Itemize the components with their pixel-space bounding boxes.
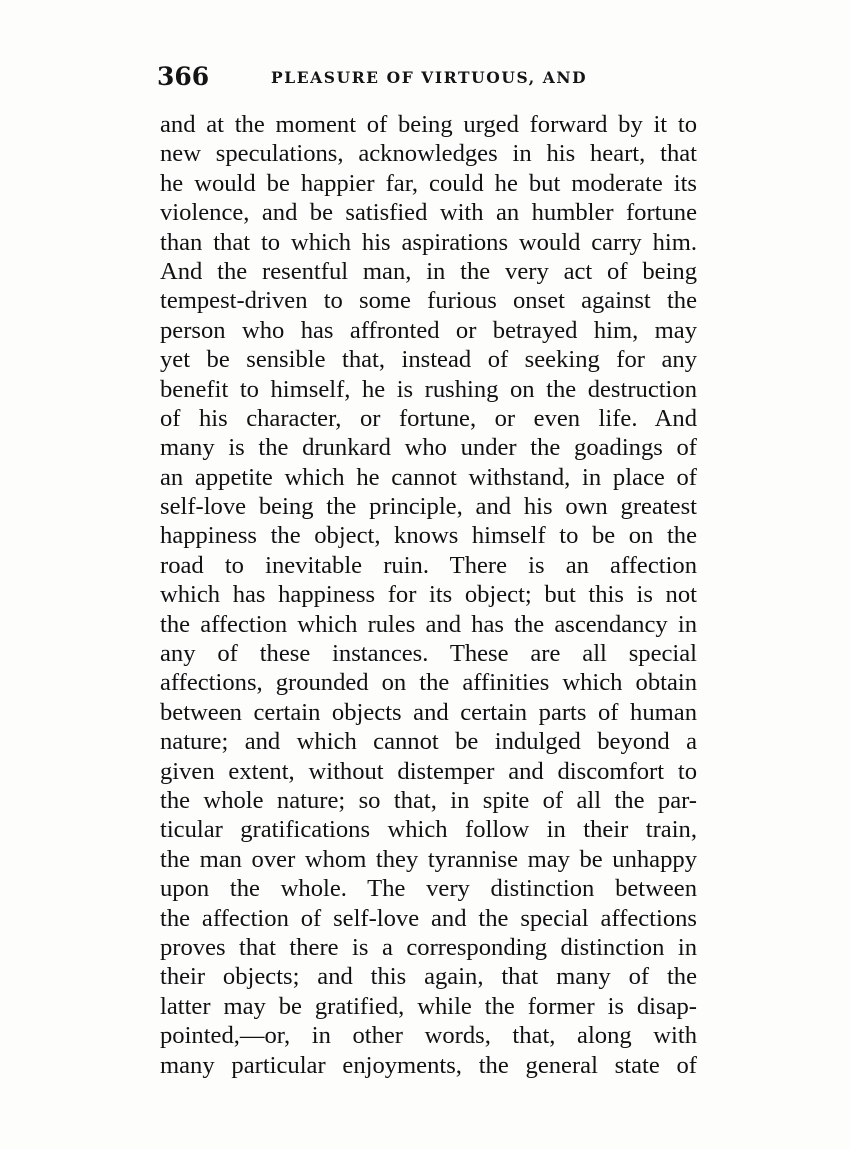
- text-line: many particular enjoyments, the general state of: [160, 1051, 697, 1079]
- text-line: pointed,—or, in other words, that, along with: [160, 1022, 697, 1050]
- text-line: And the resentful man, in the very act of being: [160, 257, 697, 285]
- text-line: which has happiness for its object; but this is not: [160, 581, 697, 609]
- text-line: of his character, or fortune, or even life. And: [160, 404, 697, 432]
- running-title: PLEASURE OF VIRTUOUS, AND: [271, 68, 588, 87]
- text-line: and at the moment of being urged forward by it to: [160, 111, 697, 138]
- text-line: the affection which rules and has the ascendancy in: [160, 610, 697, 638]
- text-line: the affection of self-love and the special affections: [160, 904, 697, 932]
- text-line: new speculations, acknowledges in his heart, that: [160, 140, 697, 168]
- text-line: given extent, without distemper and discomfort to: [160, 757, 697, 785]
- text-line: benefit to himself, he is rushing on the destruction: [160, 375, 697, 403]
- text-line: self-love being the principle, and his own greatest: [160, 493, 697, 521]
- text-line: violence, and be satisfied with an humbler fortune: [160, 199, 697, 227]
- text-line: happiness the object, knows himself to be on the: [160, 522, 697, 550]
- text-line: yet be sensible that, instead of seeking for any: [160, 346, 697, 374]
- text-line: affections, grounded on the affinities which obtain: [160, 669, 697, 697]
- text-line: than that to which his aspirations would carry him.: [160, 228, 697, 256]
- text-line: an appetite which he cannot withstand, in place of: [160, 463, 697, 491]
- text-line: many is the drunkard who under the goadings of: [160, 434, 697, 462]
- text-line: proves that there is a corresponding distinction in: [160, 933, 697, 961]
- text-line: the man over whom they tyrannise may be unhappy: [160, 845, 697, 873]
- running-head: [157, 62, 697, 92]
- text-line: any of these instances. These are all special: [160, 640, 697, 668]
- text-line: the whole nature; so that, in spite of all the par-: [160, 786, 697, 814]
- page-number: 366: [157, 62, 210, 91]
- text-line: road to inevitable ruin. There is an affection: [160, 551, 697, 579]
- text-line: their objects; and this again, that many of the: [160, 963, 697, 991]
- body-text: [160, 110, 697, 1080]
- text-line: ticular gratifications which follow in their train,: [160, 816, 697, 844]
- text-line: between certain objects and certain parts of human: [160, 698, 697, 726]
- text-line: person who has affronted or betrayed him, may: [160, 316, 697, 344]
- text-line: he would be happier far, could he but moderate its: [160, 169, 697, 197]
- text-line: upon the whole. The very distinction between: [160, 875, 697, 903]
- text-line: nature; and which cannot be indulged beyond a: [160, 728, 697, 756]
- text-line: tempest-driven to some furious onset against the: [160, 287, 697, 315]
- text-line: latter may be gratified, while the former is disap-: [160, 992, 697, 1020]
